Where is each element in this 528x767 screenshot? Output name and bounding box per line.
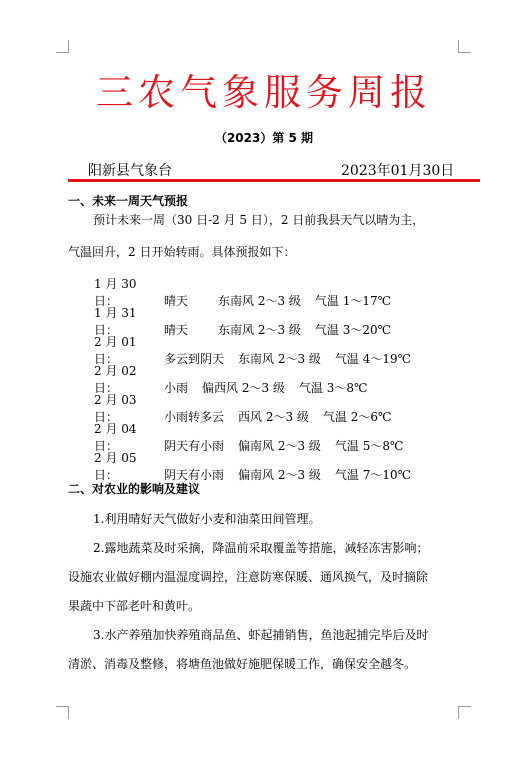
forecast-intro-line2: 气温回升，2 日开始转雨。具体预报如下： [68, 245, 296, 259]
forecast-temp: 气温 7～10℃ [334, 468, 412, 482]
issuing-organization: 阳新县气象台 [88, 163, 172, 179]
advice-item-2-line1: 2.露地蔬菜及时采摘，降温前采取覆盖等措施，减轻冻害影响； [93, 541, 429, 555]
forecast-date: 2 月 03 日： [94, 393, 137, 424]
forecast-wind: 西风 2～3 级 [238, 410, 309, 424]
forecast-date: 2 月 05 日： [94, 451, 137, 482]
forecast-weather: 多云到阴天 [164, 352, 225, 366]
advice-item-1: 1.利用晴好天气做好小麦和油菜田间管理。 [93, 512, 321, 526]
forecast-date: 2 月 01 日： [94, 335, 137, 366]
issue-number: （2023）第 5 期 [214, 131, 314, 145]
forecast-date: 2 月 04 日： [94, 422, 137, 453]
report-title: 三农气象服务周报 [96, 71, 432, 114]
forecast-weather: 小雨 [164, 381, 189, 395]
forecast-weather: 小雨转多云 [164, 410, 225, 424]
crop-mark-top-right [458, 40, 471, 53]
forecast-temp: 气温 2～6℃ [322, 410, 392, 424]
advice-item-3-line2: 清淤、消毒及整修，将塘鱼池做好施肥保暖工作，确保安全越冬。 [68, 657, 417, 671]
crop-mark-top-left [56, 40, 69, 53]
forecast-date: 1 月 30 日： [94, 277, 137, 308]
advice-body [68, 505, 460, 679]
forecast-row [94, 449, 411, 483]
forecast-wind: 偏南风 2～3 级 [238, 439, 321, 453]
forecast-temp: 气温 1～17℃ [314, 294, 392, 308]
header-divider [68, 179, 480, 182]
forecast-weather: 阴天有小雨 [164, 439, 225, 453]
advice-item-2-line2: 设施农业做好棚内温湿度调控，注意防寒保暖、通风换气，及时摘除 [68, 570, 429, 584]
forecast-temp: 气温 4～19℃ [334, 352, 412, 366]
section-heading-advice: 二、对农业的影响及建议 [68, 482, 201, 496]
forecast-date: 2 月 02 日： [94, 364, 137, 395]
forecast-temp: 气温 5～8℃ [334, 439, 404, 453]
crop-mark-bottom-left [56, 706, 69, 719]
forecast-weather: 阴天有小雨 [164, 468, 225, 482]
crop-mark-bottom-right [458, 706, 471, 719]
forecast-date: 1 月 31 日： [94, 306, 137, 337]
forecast-wind: 东南风 2～3 级 [238, 352, 321, 366]
forecast-temp: 气温 3～20℃ [314, 323, 392, 337]
issue-date: 2023年01月30日 [341, 163, 455, 179]
forecast-temp: 气温 3～8℃ [298, 381, 368, 395]
section-heading-forecast: 一、未来一周天气预报 [68, 194, 189, 208]
forecast-wind: 偏西风 2～3 级 [202, 381, 285, 395]
forecast-intro-line1: 预计未来一周（30 日-2 月 5 日），2 日前我县天气以晴为主， [93, 213, 425, 227]
forecast-wind: 东南风 2～3 级 [218, 294, 301, 308]
advice-item-3-line1: 3.水产养殖加快养殖商品鱼、虾起捕销售，鱼池起捕完毕后及时 [93, 628, 429, 642]
forecast-weather: 晴天 [164, 323, 189, 337]
forecast-weather: 晴天 [164, 294, 189, 308]
forecast-wind: 东南风 2～3 级 [218, 323, 301, 337]
forecast-intro [68, 204, 460, 268]
forecast-wind: 偏南风 2～3 级 [238, 468, 321, 482]
advice-item-2-line3: 果蔬中下部老叶和黄叶。 [68, 599, 201, 613]
